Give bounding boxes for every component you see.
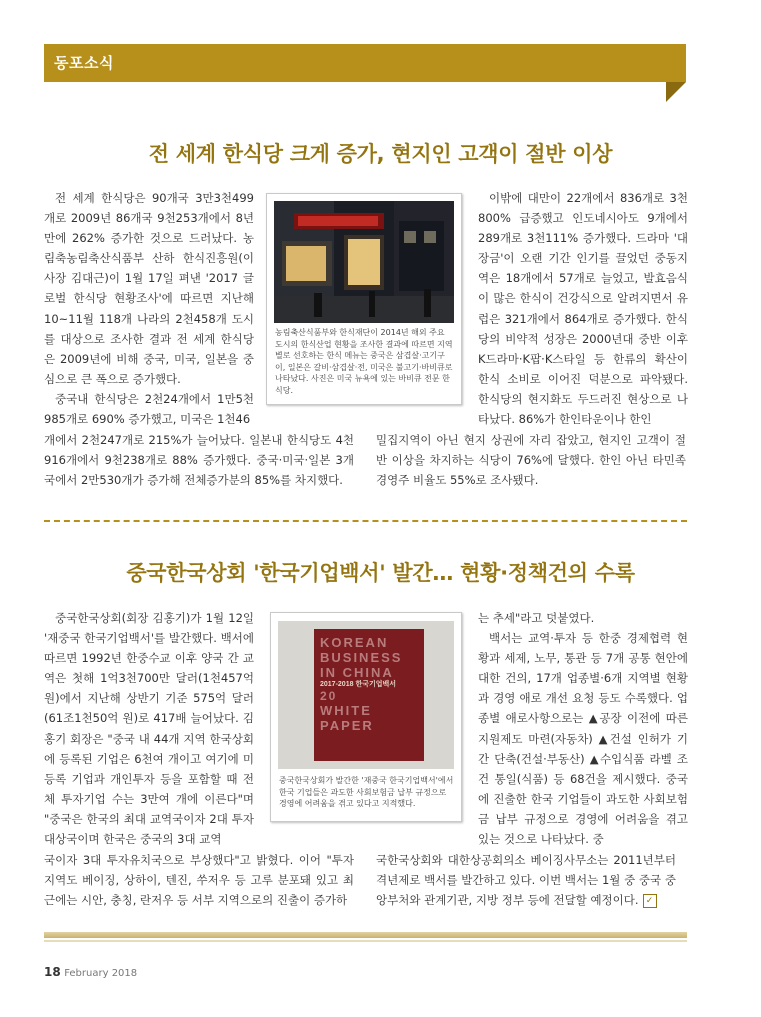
article2-bottom-left	[44, 850, 354, 910]
article2-right-column	[478, 608, 688, 849]
article1-photo-caption: 농림축산식품부와 한식재단이 2014년 해외 주요 도시의 한식산업 현황을 조사한 결과에 따르면 지역별로 선호하는 한식 메뉴는 중국은 삼겹살·고기구이, 일본은 갈비·삼겹살·전, 미국은 불고기·바비큐로 나타났다. 사진은 미국 뉴욕에 있는 바비큐 전문 한식당.	[275, 328, 453, 395]
article2-paragraph: 중국한국상회(회장 김홍기)가 1월 12일 '재중국 한국기업백서'를 발간했다. 백서에 따르면 1992년 한중수교 이후 양국 간 교역은 첫해 1억3천700만 달러(1천457억원)에서 지난해 상반기 기준 575억 달러(61조1천50억 원)로 417배 늘어났다. 김홍기 회장은 "중국 내 44개 지역 한국상회에 등록된 기업은 6천여 개이고 여기에 미등록 기업과 개인투자 등을 포함할 때 전체 투자기업 수는 3만여 개에 이른다"며 "중국은 한국의 최대 교역국이자 2대 투자대상국이며 한국은 중국의 3대 교역	[44, 611, 254, 847]
article2-left-column	[44, 608, 254, 849]
end-mark-icon: ✓	[643, 894, 657, 908]
article1-paragraph: 이밖에 대만이 22개에서 836개로 3천800% 급증했고 인도네시아도 9개에서 289개로 3천111% 증가했다. 드라마 '대장금'이 오랜 기간 인기를 끌었던 중동지역은 18개에서 57개로 늘었고, 발효음식이 많은 한식이 건강식으로 알려지면서 유럽은 321개에서 864개로 증가했다. 한식당의 비약적 성장은 2000년대 중반 이후 K드라마·K팝·K스타일 등 한류의 확산이 한식 소비로 이어진 덕분으로 파악됐다. 한식당의 현지화도 두드러진 현상으로 나타났다. 86%가 한인타운이나 한인	[478, 191, 688, 427]
bottom-rule	[44, 932, 687, 938]
article1-paragraph: 중국내 한식당은 2천24개에서 1만5천985개로 690% 증가했고, 미국은 1천46	[44, 391, 254, 427]
article1-photo-frame	[266, 193, 462, 405]
book-cover	[314, 629, 424, 761]
article1-bottom-left	[44, 430, 354, 490]
book-subtitle: 한국기업백서	[355, 681, 397, 688]
article2-paragraph: 백서는 교역·투자 등 한중 경제협력 현황과 세제, 노무, 통관 등 7개 공통 현안에 대한 건의, 17개 업종별·6개 지역별 현황과 경영 애로 개선 요청 등도 수록했다. 업종별 애로사항으로는 ▲공장 이전에 따른 지원제도 마련(자동차) ▲건설 인허가 기간 단축(건설·부동산) ▲수입식품 라벨 조건 통일(식품) 등 68건을 제시했다. 중국에 진출한 한국 기업들이 과도한 사회보험금 납부 규정으로 경영에 어려움을 겪고 있는 것으로 나타났다. 중	[478, 631, 688, 847]
book-title-line: KOREAN	[320, 635, 389, 650]
issue-date: February 2018	[64, 968, 138, 979]
book-cover-photo	[278, 621, 454, 769]
bottom-rule-thin	[44, 940, 687, 942]
article1-paragraph: 개에서 2천247개로 215%가 늘어났다. 일본내 한식당도 4천916개에서 9천238개로 88% 증가했다. 중국·미국·일본 3개국에서 2만530개가 증가해 전체증가분의 85%를 차지했다.	[44, 433, 354, 488]
section-banner	[44, 44, 686, 82]
section-label: 동포소식	[54, 54, 114, 72]
book-year: 2017-2018	[320, 681, 354, 688]
article1-right-column	[478, 188, 688, 429]
banner-fold	[666, 82, 686, 102]
article1-headline: 전 세계 한식당 크게 증가, 현지인 고객이 절반 이상	[148, 142, 613, 166]
restaurant-photo	[274, 201, 454, 323]
article1-paragraph: 전 세계 한식당은 90개국 3만3천499개로 2009년 86개국 9천253개에서 8년 만에 262% 증가한 것으로 드러났다. 농림축농림축산식품부 산하 한식진흥원(이사장 김대근)이 1월 17일 펴낸 '2017 글로벌 한식당 현황조사'에 따르면 지난해 10~11월 118개 나라의 2천458개 도시를 대상으로 조사한 결과 전 세계 한식당은 2009년에 비해 중국, 미국, 일본을 중심으로 큰 폭으로 증가했다.	[44, 191, 254, 386]
page-number: 18	[44, 965, 61, 979]
book-title-line: WHITE	[320, 703, 372, 718]
book-title-line: PAPER	[320, 718, 374, 733]
article2-photo-caption: 중국한국상회가 발간한 '재중국 한국기업백서'에서 한국 기업들은 과도한 사회보험금 납부 규정으로 경영에 어려움을 겪고 있다고 지적했다.	[279, 776, 454, 808]
article2-paragraph: 국한국상회와 대한상공회의소 베이징사무소는 2011년부터 격년제로 백서를 발간하고 있다. 이번 백서는 1월 중 중국 중앙부처와 관계기관, 지방 정부 등에 전달할 예정이다.	[376, 853, 676, 908]
article2-photo-frame	[270, 612, 462, 822]
page-footer	[44, 965, 137, 979]
article2-paragraph: 국이자 3대 투자유치국으로 부상했다"고 밝혔다. 이어 "투자지역도 베이징, 상하이, 텐진, 쑤저우 등 고루 분포돼 있고 최근에는 시안, 충칭, 란저우 등 서부 지역으로의 진출이 증가하	[44, 853, 354, 908]
book-title-line: IN CHINA	[320, 665, 394, 680]
article1-bottom-right	[376, 430, 686, 490]
article1-left-column	[44, 188, 254, 429]
article2-headline: 중국한국상회 '한국기업백서' 발간… 현황·정책건의 수록	[126, 561, 635, 585]
article2-bottom-right	[376, 850, 676, 910]
book-number: 20	[320, 689, 338, 703]
article2-paragraph: 는 추세"라고 덧붙였다.	[478, 611, 595, 625]
section-divider	[44, 520, 687, 522]
article1-paragraph: 밀집지역이 아닌 현지 상권에 자리 잡았고, 현지인 고객이 절반 이상을 차지하는 식당이 76%에 달했다. 한인 아닌 타민족 경영주 비율도 55%로 조사됐다.	[376, 433, 686, 488]
book-title-line: BUSINESS	[320, 650, 403, 665]
